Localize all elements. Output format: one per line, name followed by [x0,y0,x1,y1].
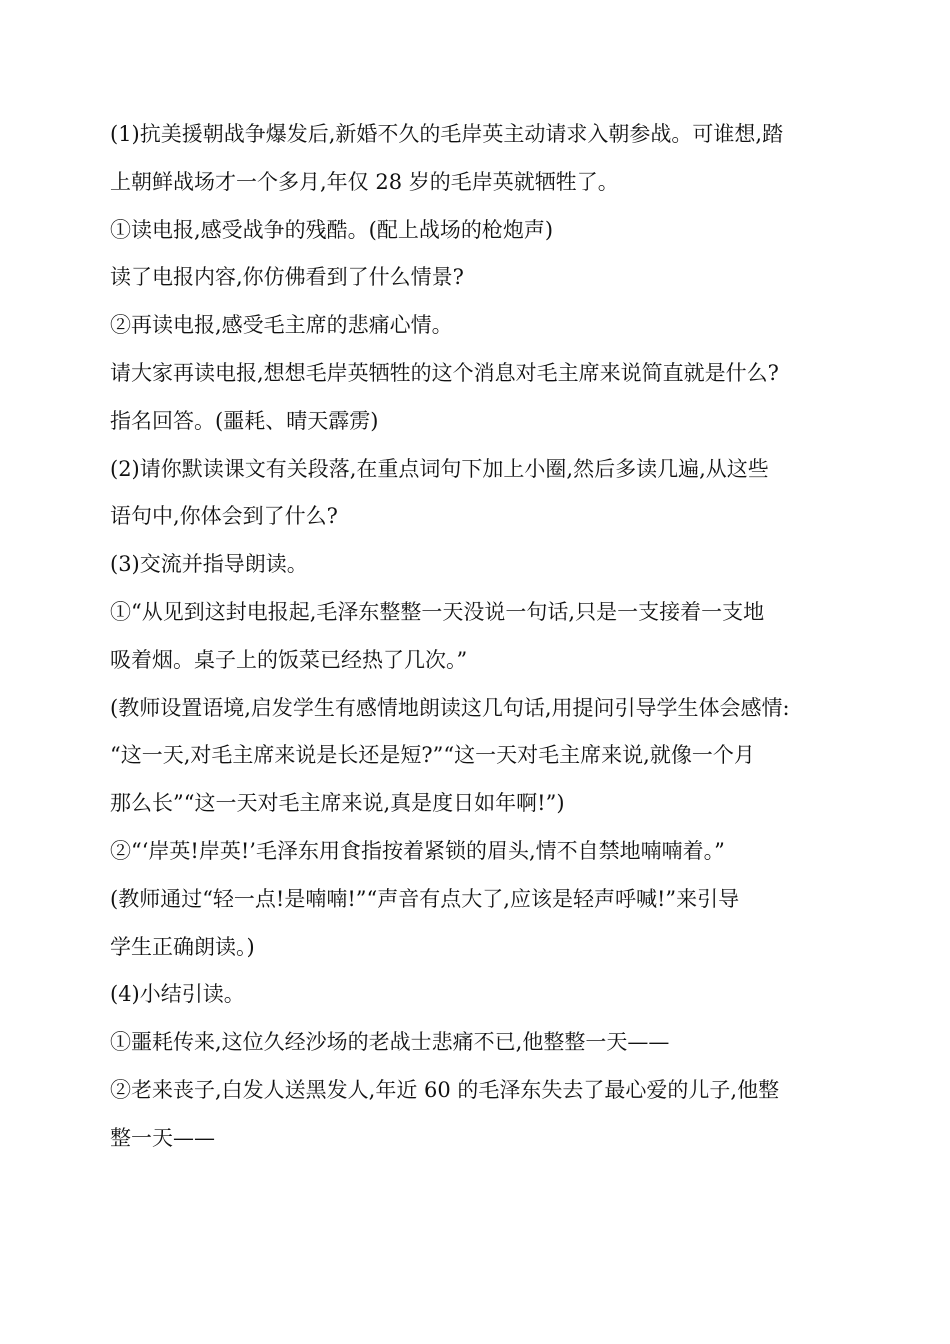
text-line: (教师设置语境,启发学生有感情地朗读这几句话,用提问引导学生体会感情: [110,695,790,720]
text-line: (1)抗美援朝战争爆发后,新婚不久的毛岸英主动请求入朝参战。可谁想,踏 [110,122,784,146]
text-line: (教师通过“轻一点!是喃喃!”“声音有点大了,应该是轻声呼喊!”来引导 [110,886,740,911]
text-line: 读了电报内容,你仿佛看到了什么情景? [110,265,464,290]
document-body [110,111,850,1163]
text-line: “这一天,对毛主席来说是长还是短?”“这一天对毛主席来说,就像一个月 [110,743,755,768]
text-line: 上朝鲜战场才一个多月,年仅 28 岁的毛岸英就牺牲了。 [110,169,619,194]
text-line: (2)请你默读课文有关段落,在重点词句下加上小圈,然后多读几遍,从这些 [110,456,769,481]
text-line: (3)交流并指导朗读。 [110,552,308,577]
text-line: 语句中,你体会到了什么? [110,504,338,529]
text-line: 学生正确朗读。) [110,934,255,959]
text-line: ①“从见到这封电报起,毛泽东整整一天没说一句话,只是一支接着一支地 [110,599,765,624]
text-line: 那么长”“这一天对毛主席来说,真是度日如年啊!”) [110,791,565,816]
text-line: (4)小结引读。 [110,982,245,1007]
text-line: ②“‘岸英!岸英!’毛泽东用食指按着紧锁的眉头,情不自禁地喃喃着。” [110,838,725,863]
text-line: 整一天—— [110,1125,215,1150]
text-line: ②再读电报,感受毛主席的悲痛心情。 [110,313,453,338]
text-line: 指名回答。(噩耗、晴天霹雳) [110,408,379,433]
text-line: ①噩耗传来,这位久经沙场的老战士悲痛不已,他整整一天—— [110,1030,670,1055]
text-line: 吸着烟。桌子上的饭菜已经热了几次。” [110,647,468,672]
text-line: ②老来丧子,白发人送黑发人,年近 60 的毛泽东失去了最心爱的儿子,他整 [110,1077,780,1102]
text-line: 请大家再读电报,想想毛岸英牺牲的这个消息对毛主席来说简直就是什么? [110,360,779,385]
text-line: ①读电报,感受战争的残酷。(配上战场的枪炮声) [110,217,554,242]
